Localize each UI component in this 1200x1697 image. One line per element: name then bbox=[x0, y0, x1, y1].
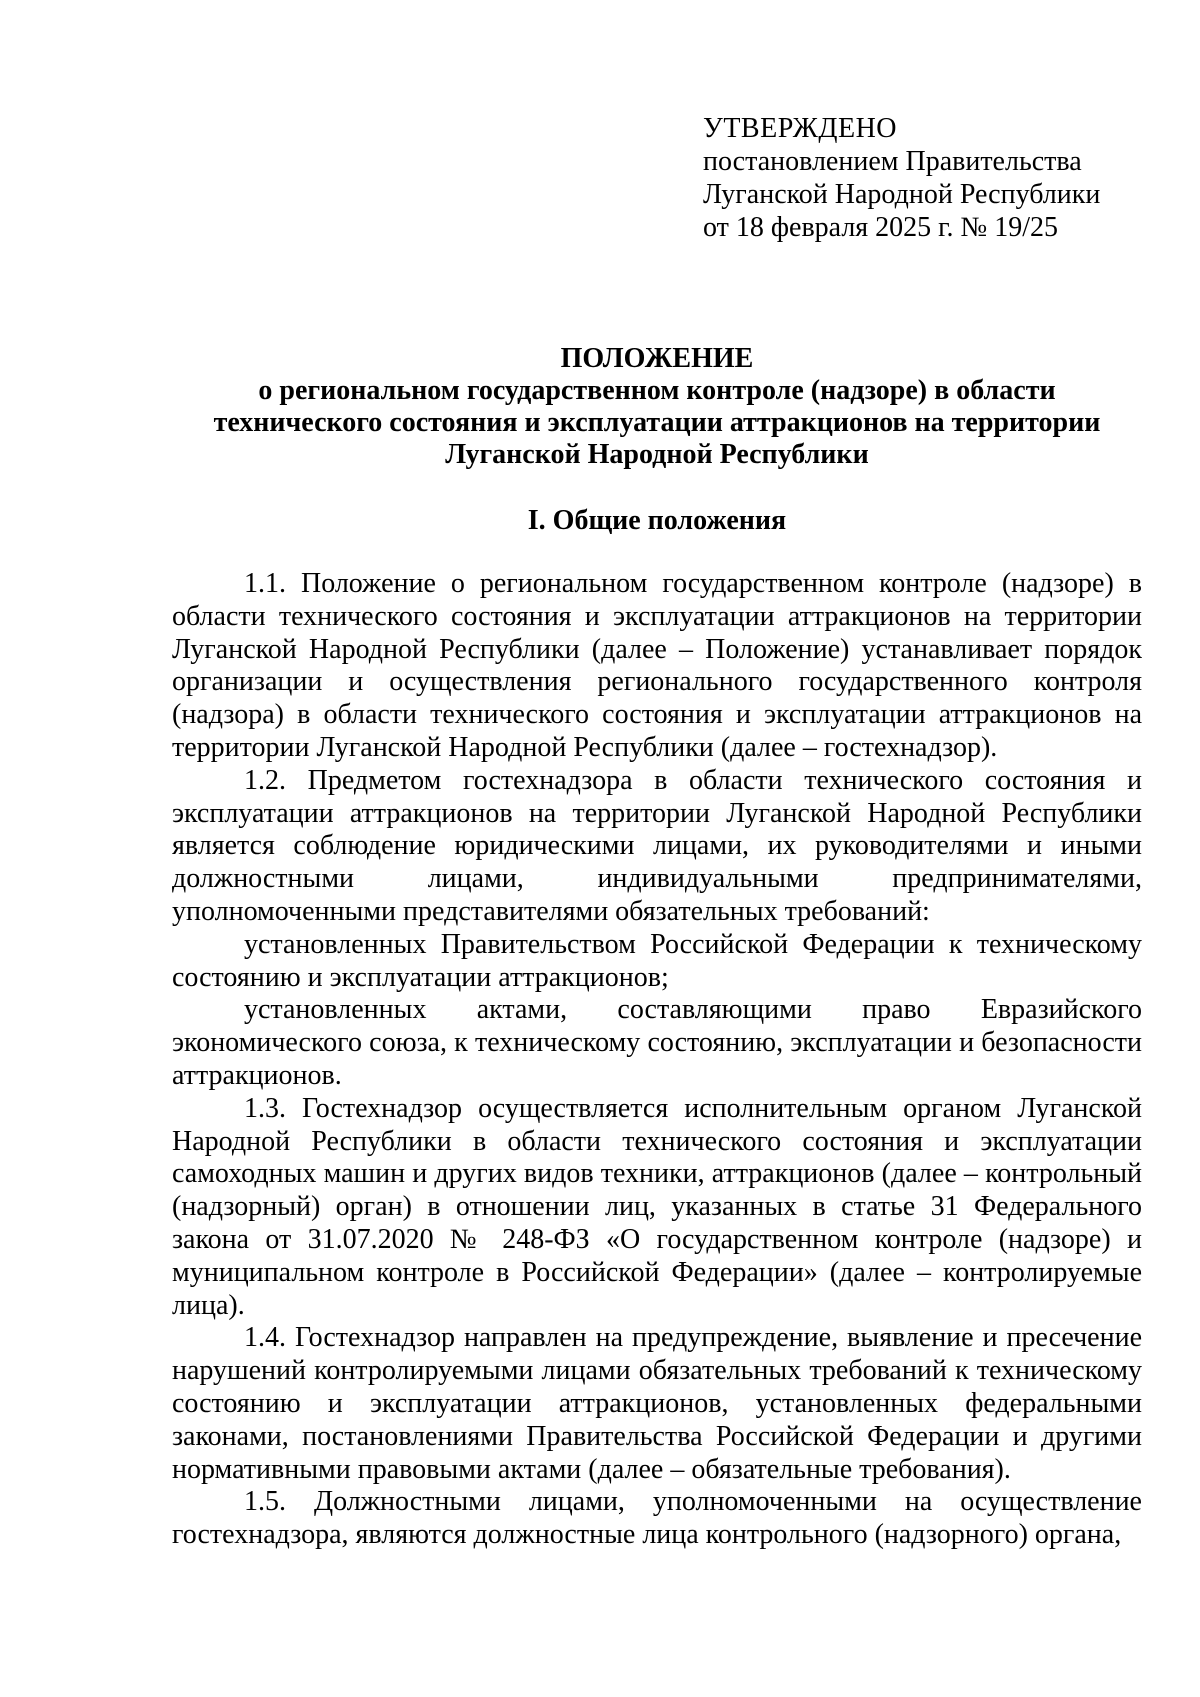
approval-line-1: постановлением Правительства bbox=[703, 146, 1082, 177]
title-line-1: о региональном государственном контроле (надзоре) в области bbox=[258, 375, 1056, 406]
approval-line-3: от 18 февраля 2025 г. № 19/25 bbox=[703, 212, 1059, 243]
title-line-2: технического состояния и эксплуатации аттракционов на территории bbox=[213, 407, 1101, 438]
document-body bbox=[172, 568, 1142, 1552]
paragraph-1-2-item-1: установленных Правительством Российской Федерации к техническому состоянию и эксплуатации аттракционов; bbox=[172, 928, 1142, 993]
document-title bbox=[172, 343, 1142, 471]
approval-block bbox=[703, 112, 1100, 244]
approval-line-2: Луганской Народной Республики bbox=[703, 179, 1101, 210]
title-line-3: Луганской Народной Республики bbox=[445, 439, 869, 470]
paragraph-1-3: 1.3. Гостехнадзор осуществляется исполнительным органом Луганской Народной Республики в области технического состояния и эксплуатации самоходных машин и других видов техники, аттракционов (далее – контрольный (надзорный) орган) в отношении лиц, указанных в статье 31 Федерального закона от 31.07.2020 № 248-ФЗ «О государственном контроле (надзоре) и муниципальном контроле в Российской Федерации» (далее – контролируемые лица). bbox=[172, 1092, 1142, 1321]
paragraph-1-1: 1.1. Положение о региональном государственном контроле (надзоре) в области технического состояния и эксплуатации аттракционов на территории Луганской Народной Республики (далее – Положение) устанавливает порядок организации и осуществления регионального государственного контроля (надзора) в области технического состояния и эксплуатации аттракционов на территории Луганской Народной Республики (далее – гостехнадзор). bbox=[172, 568, 1142, 763]
paragraph-1-2: 1.2. Предметом гостехнадзора в области технического состояния и эксплуатации аттракционов на территории Луганской Народной Республики является соблюдение юридическими лицами, их руководителями и иными должностными лицами, индивидуальными предпринимателями, уполномоченными представителями обязательных требований: bbox=[172, 764, 1142, 927]
approval-stamp: УТВЕРЖДЕНО bbox=[703, 113, 898, 144]
paragraph-1-5: 1.5. Должностными лицами, уполномоченными на осуществление гостехнадзора, являются должностные лица контрольного (надзорного) органа, bbox=[172, 1486, 1142, 1551]
title-heading: ПОЛОЖЕНИЕ bbox=[560, 343, 754, 374]
section-heading: I. Общие положения bbox=[527, 505, 787, 536]
paragraph-1-4: 1.4. Гостехнадзор направлен на предупреждение, выявление и пресечение нарушений контролируемыми лицами обязательных требований к техническому состоянию и эксплуатации аттракционов, установленных федеральными законами, постановлениями Правительства Российской Федерации и другими нормативными правовыми актами (далее – обязательные требования). bbox=[172, 1322, 1142, 1485]
paragraph-1-2-item-2: установленных актами, составляющими право Евразийского экономического союза, к техническому состоянию, эксплуатации и безопасности аттракционов. bbox=[172, 994, 1142, 1091]
